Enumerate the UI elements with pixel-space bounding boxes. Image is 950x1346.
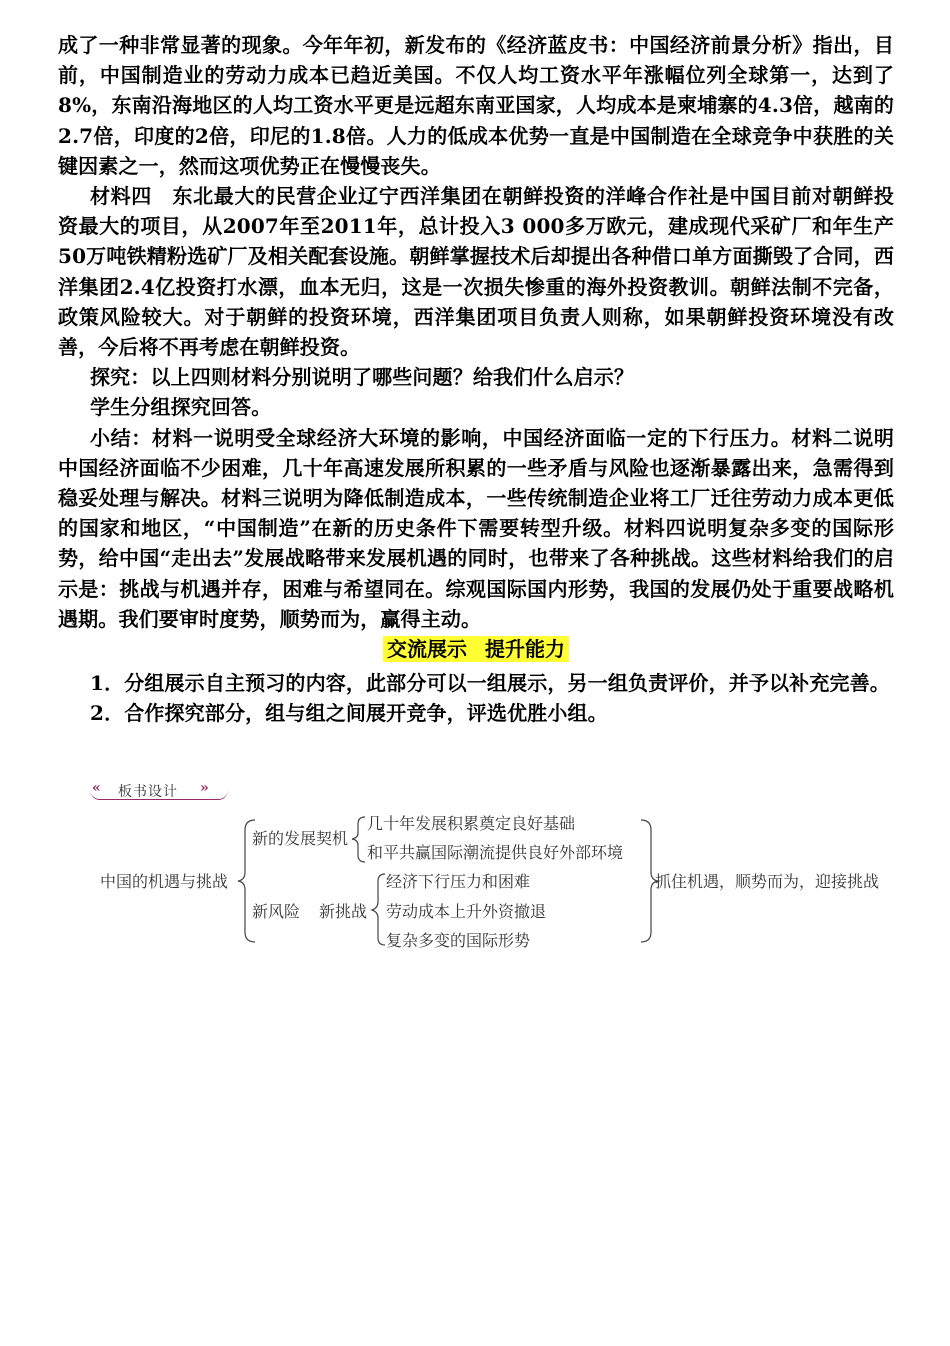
paragraph-summary: 小结：材料一说明受全球经济大环境的影响，中国经济面临一定的下行压力。材料二说明中国经济面临不少困难，几十年高速发展所积累的一些矛盾与风险也逐渐暴露出来，急需得到稳妥处理与解决。材料三说明为降低制造成本，一些传统制造企业将工厂迁往劳动力成本更低的国家和地区，“中国制造”在新的历史条件下需要转型升级。材料四说明复杂多变的国际形势，给中国“走出去”发展战略带来发展机遇的同时，也带来了各种挑战。这些材料给我们的启示是：挑战与机遇并存，困难与希望同在。综观国际国内形势，我国的发展仍处于重要战略机遇期。我们要审时度势，顺势而为，赢得主动。 [58,425,894,631]
diagram-challenge: 新挑战 [319,902,368,921]
section-heading [383,636,569,662]
board-design-tag [90,780,228,800]
diagram-challenge-item-3: 复杂多变的国际形势 [386,931,531,950]
challenge-brace [372,874,385,945]
paragraph-student-answer: 学生分组探究回答。 [90,395,272,420]
section-heading-wrap [58,636,894,666]
opportunity-brace [352,817,365,862]
activity-item-1: 1．分组展示自主预习的内容，此部分可以一组展示，另一组负责评价，并予以补充完善。 [90,671,890,696]
diagram-risk: 新风险 [252,902,301,921]
diagram-challenge-item-2: 劳动成本上升外资撤退 [386,902,547,921]
board-design-label: 板书设计 [118,784,178,800]
diagram-opportunity-item-1: 几十年发展积累奠定良好基础 [367,814,576,833]
diagram-opportunity-item-2: 和平共赢国际潮流提供良好外部环境 [367,843,624,862]
double-chevron-right-icon: » [200,780,209,796]
paragraph-inquiry-question: 探究：以上四则材料分别说明了哪些问题？给我们什么启示？ [90,365,635,390]
section-heading-part1: 交流展示 [387,637,467,662]
activity-item-2: 2．合作探究部分，组与组之间展开竞争，评选优胜小组。 [90,701,608,726]
diagram-root: 中国的机遇与挑战 [100,872,229,891]
document-body [58,30,894,728]
section-heading-part2: 提升能力 [485,637,565,662]
diagram-conclusion: 抓住机遇，顺势而为，迎接挑战 [655,872,880,891]
diagram-challenge-item-1: 经济下行压力和困难 [386,872,531,891]
paragraph-material-three-end: 成了一种非常显著的现象。今年年初，新发布的《经济蓝皮书：中国经济前景分析》指出，目前，中国制造业的劳动力成本已趋近美国。不仅人均工资水平年涨幅位列全球第一，达到了8%，东南沿海地区的人均工资水平更是远超东南亚国家，人均成本是柬埔寨的4.3倍，越南的2.7倍，印度的2倍，印尼的1.8倍。人力的低成本优势一直是中国制造在全球竞争中获胜的关键因素之一，然而这项优势正在慢慢丧失。 [58,33,894,178]
diagram-opportunity: 新的发展契机 [252,829,349,848]
paragraph-material-four: 材料四 东北最大的民营企业辽宁西洋集团在朝鲜投资的洋峰合作社是中国目前对朝鲜投资最大的项目，从2007年至2011年，总计投入3 000多万欧元，建成现代采矿厂和年生产50万吨铁精粉选矿厂及相关配套设施。朝鲜掌握技术后却提出各种借口单方面撕毁了合同，西洋集团2.4亿投资打水漂，血本无归，这是一次损失惨重的海外投资教训。朝鲜法制不完备，政策风险较大。对于朝鲜的投资环境，西洋集团项目负责人则称，如果朝鲜投资环境没有改善，今后将不再考虑在朝鲜投资。 [58,184,894,360]
double-chevron-left-icon: « [92,780,101,796]
